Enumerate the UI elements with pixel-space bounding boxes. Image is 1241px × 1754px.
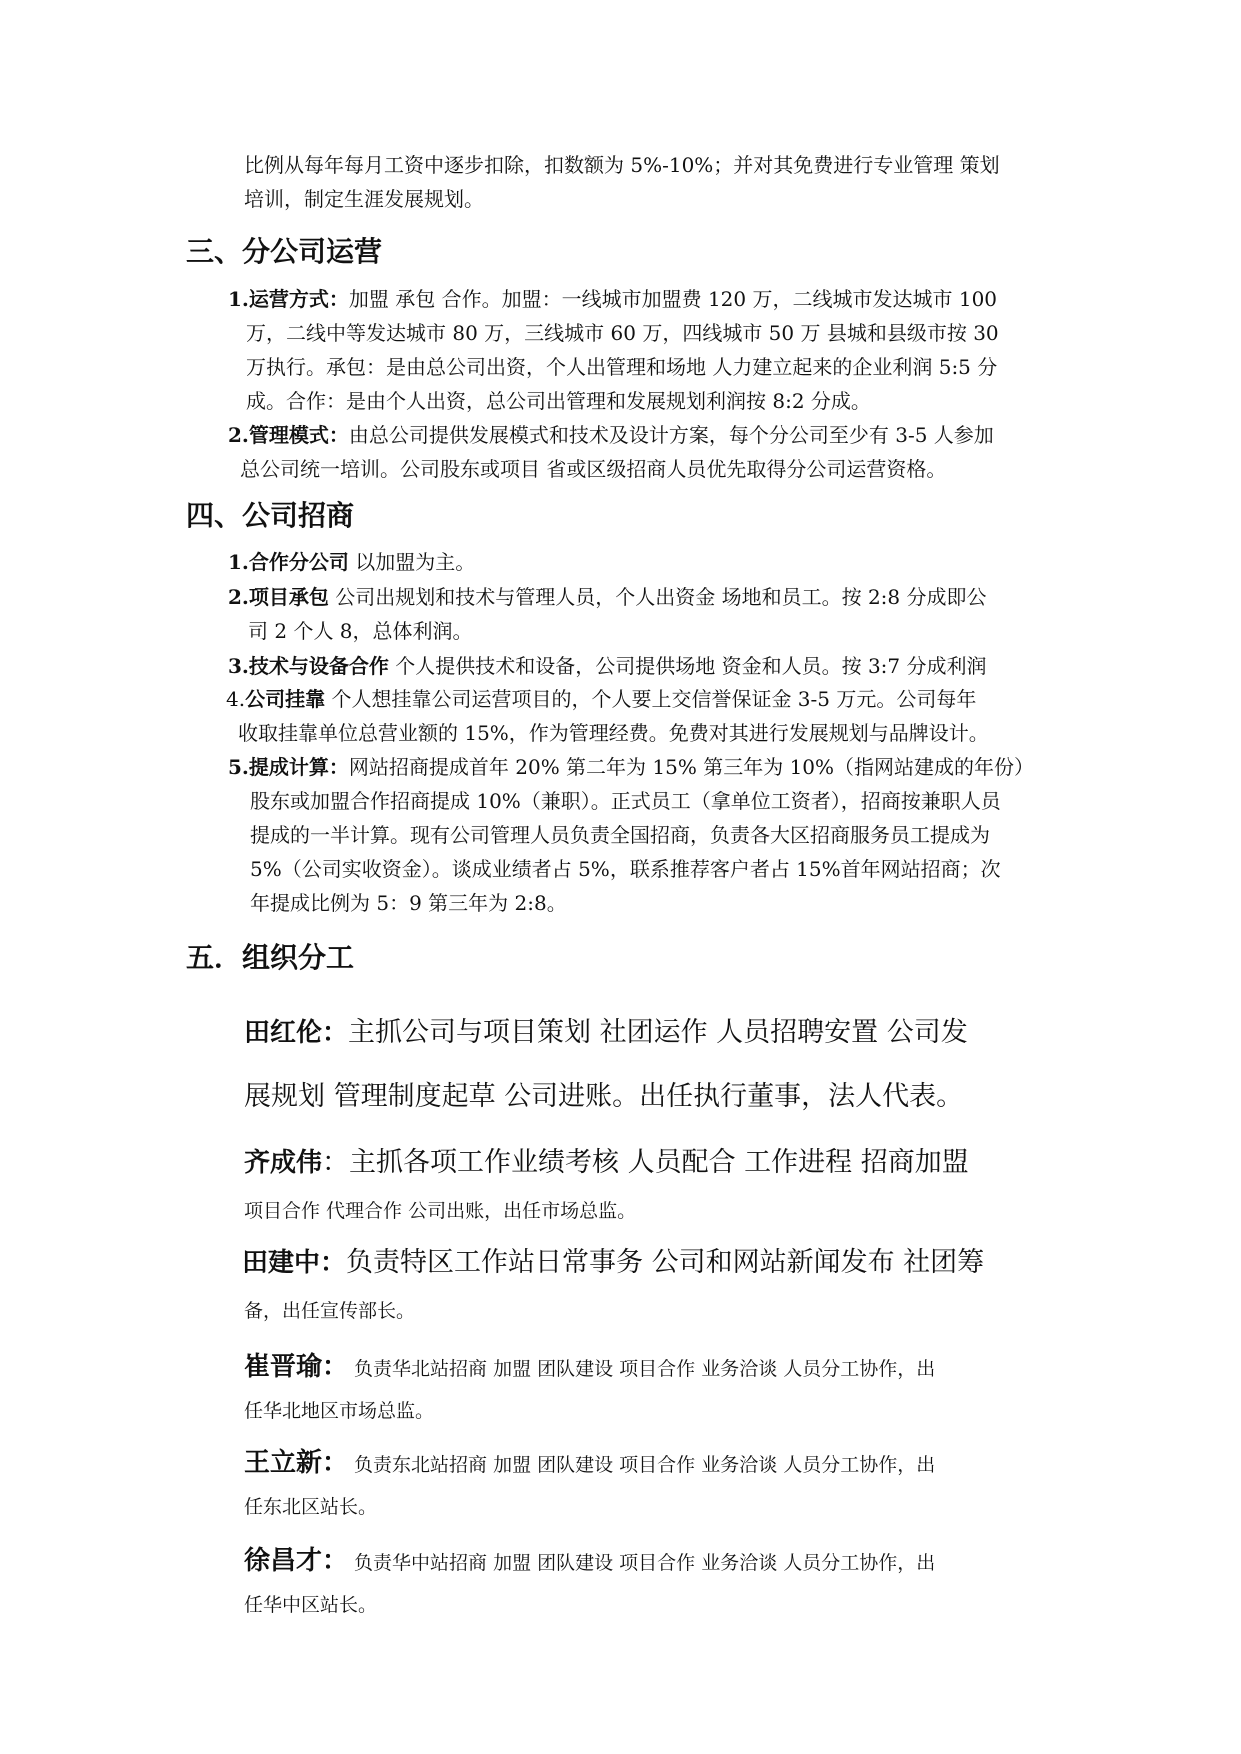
member-3-line-1: 田建中：负责特区工作站日常事务 公司和网站新闻发布 社团筹: [242, 1247, 985, 1278]
s4-item4-label: 公司挂靠: [245, 687, 326, 711]
member-1-name: 田红伦：: [244, 1018, 349, 1048]
s4-item3-line-1: 3.技术与设备合作 个人提供技术和设备，公司提供场地 资金和人员。按 3:7 分成利润: [228, 654, 987, 678]
s4-item5-line-2: 股东或加盟合作招商提成 10%（兼职）。正式员工（拿单位工资者），招商按兼职人员: [250, 789, 1001, 813]
s4-item5-line-5: 年提成比例为 5：9 第三年为 2:8。: [250, 891, 567, 915]
intro-line-2: 培训，制定生涯发展规划。: [244, 187, 484, 211]
member-2-name: 齐成伟: [244, 1148, 323, 1178]
member-5-line-1: 王立新： 负责东北站招商 加盟 团队建设 项目合作 业务洽谈 人员分工协作，出: [244, 1448, 936, 1478]
s3-item2-line-1: 2.管理模式：由总公司提供发展模式和技术及设计方案，每个分公司至少有 3-5 人参加: [228, 423, 994, 447]
member-4-line-2: 任华北地区市场总监。: [244, 1400, 435, 1422]
s4-item5-line-3: 提成的一半计算。现有公司管理人员负责全国招商，负责各大区招商服务员工提成为: [250, 823, 990, 847]
member-3-name: 田建中：: [242, 1248, 347, 1278]
section-5-heading: 五．组织分工: [186, 941, 355, 974]
member-1-line-1: 田红伦：主抓公司与项目策划 社团运作 人员招聘安置 公司发: [244, 1017, 968, 1048]
s4-item3-label: 3.技术与设备合作: [228, 654, 389, 678]
member-2-line-1: 齐成伟：主抓各项工作业绩考核 人员配合 工作进程 招商加盟: [244, 1147, 969, 1178]
s3-item1-line-2: 万，二线中等发达城市 80 万，三线城市 60 万，四线城市 50 万 县城和县级市按 30: [246, 321, 999, 345]
intro-line-1: 比例从每年每月工资中逐步扣除，扣数额为 5%-10%；并对其免费进行专业管理 策划: [244, 153, 1000, 177]
s4-item1-label: 1.合作分公司: [228, 550, 349, 574]
s4-item4-line-1: 4.公司挂靠 个人想挂靠公司运营项目的，个人要上交信誉保证金 3-5 万元。公司每年: [226, 687, 977, 711]
member-1-line-2: 展规划 管理制度起草 公司进账。出任执行董事，法人代表。: [244, 1081, 964, 1112]
s4-item5-line-4: 5%（公司实收资金）。谈成业绩者占 5%，联系推荐客户者占 15%首年网站招商；次: [250, 857, 1001, 881]
s3-item1-line-4: 成。合作：是由个人出资，总公司出管理和发展规划利润按 8:2 分成。: [246, 389, 871, 413]
s4-item2-line-1: 2.项目承包 公司出规划和技术与管理人员，个人出资金 场地和员工。按 2:8 分成即公: [228, 585, 987, 609]
member-3-line-2: 备，出任宣传部长。: [244, 1300, 416, 1322]
section-4-heading: 四、公司招商: [186, 499, 355, 532]
member-5-line-2: 任东北区站长。: [244, 1496, 378, 1518]
s4-item1-line-1: 1.合作分公司 以加盟为主。: [228, 550, 476, 574]
s3-item2-line-2: 总公司统一培训。公司股东或项目 省或区级招商人员优先取得分公司运营资格。: [240, 457, 947, 481]
s3-item1-label: 1.运营方式: [228, 287, 329, 311]
s3-item1-line-1: 1.运营方式：加盟 承包 合作。加盟：一线城市加盟费 120 万，二线城市发达城市 100: [228, 287, 998, 311]
member-6-name: 徐昌才：: [244, 1546, 349, 1576]
s4-item5-label: 5.提成计算: [228, 755, 329, 779]
member-6-line-2: 任华中区站长。: [244, 1594, 378, 1616]
member-2-line-2: 项目合作 代理合作 公司出账，出任市场总监。: [244, 1200, 637, 1222]
s4-item2-label: 2.项目承包: [228, 585, 329, 609]
s4-item4-line-2: 收取挂靠单位总营业额的 15%，作为管理经费。免费对其进行发展规划与品牌设计。: [238, 721, 989, 745]
member-6-line-1: 徐昌才： 负责华中站招商 加盟 团队建设 项目合作 业务洽谈 人员分工协作，出: [244, 1546, 936, 1576]
member-4-line-1: 崔晋瑜： 负责华北站招商 加盟 团队建设 项目合作 业务洽谈 人员分工协作，出: [244, 1352, 936, 1382]
s3-item1-line-3: 万执行。承包：是由总公司出资，个人出管理和场地 人力建立起来的企业利润 5:5 分: [246, 355, 998, 379]
s3-item2-label: 2.管理模式: [228, 423, 329, 447]
s4-item2-line-2: 司 2 个人 8，总体利润。: [248, 619, 473, 643]
s4-item5-line-1: 5.提成计算：网站招商提成首年 20% 第二年为 15% 第三年为 10%（指网站建成的年份）: [228, 755, 1035, 779]
member-4-name: 崔晋瑜：: [244, 1352, 349, 1382]
member-5-name: 王立新：: [244, 1448, 349, 1478]
section-3-heading: 三、分公司运营: [186, 235, 383, 268]
